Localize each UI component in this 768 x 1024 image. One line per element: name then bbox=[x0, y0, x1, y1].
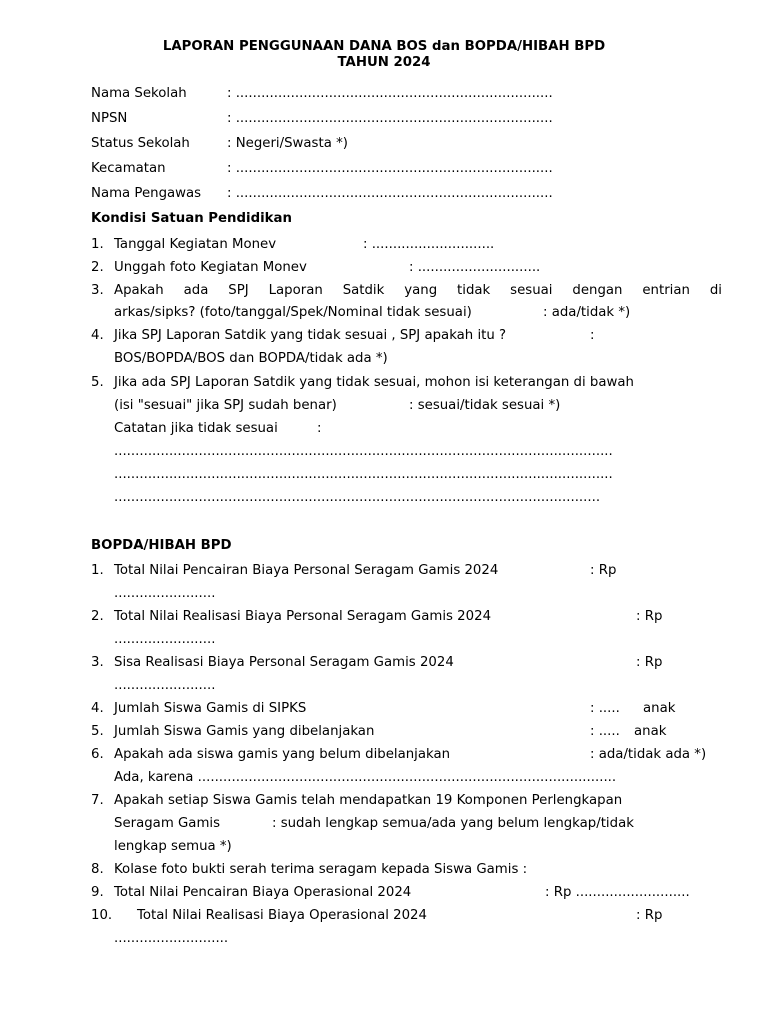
item-number: 4. bbox=[91, 701, 104, 716]
item-number: 10. bbox=[91, 908, 113, 923]
item-text: Tanggal Kegiatan Monev bbox=[114, 237, 277, 252]
value-nama-sekolah[interactable]: : ........................................................................... bbox=[227, 86, 553, 101]
item-value[interactable]: : ada/tidak *) bbox=[543, 305, 631, 320]
item-value-dots[interactable]: ........................ bbox=[114, 586, 216, 601]
item-number: 2. bbox=[91, 260, 104, 275]
item-number: 1. bbox=[91, 563, 104, 578]
item-colon: : bbox=[590, 328, 595, 343]
item-number: 9. bbox=[91, 885, 104, 900]
item-number: 4. bbox=[91, 328, 104, 343]
item-number: 1. bbox=[91, 237, 104, 252]
item-number: 8. bbox=[91, 862, 104, 877]
value-nama-pengawas[interactable]: : ........................................................................... bbox=[227, 186, 553, 201]
section-heading-bopda: BOPDA/HIBAH BPD bbox=[91, 538, 232, 553]
item-text: Jumlah Siswa Gamis yang dibelanjakan bbox=[114, 724, 375, 739]
item-value[interactable]: BOS/BOPDA/BOS dan BOPDA/tidak ada *) bbox=[114, 351, 388, 366]
item-text: Total Nilai Realisasi Biaya Operasional 2024 bbox=[137, 908, 427, 923]
item-text: Kolase foto bukti serah terima seragam kepada Siswa Gamis : bbox=[114, 862, 528, 877]
value-npsn[interactable]: : ........................................................................... bbox=[227, 111, 553, 126]
label-nama-pengawas: Nama Pengawas bbox=[91, 186, 202, 201]
item-text: Apakah ada siswa gamis yang belum dibelanjakan bbox=[114, 747, 451, 762]
item-text-line1: Apakah ada SPJ Laporan Satdik yang tidak sesuai dengan entrian di bbox=[114, 283, 722, 298]
item-value[interactable]: : ............................. bbox=[363, 237, 495, 252]
document-title-line2: TAHUN 2024 bbox=[337, 55, 431, 70]
item-text: Jumlah Siswa Gamis di SIPKS bbox=[114, 701, 307, 716]
note-label: Catatan jika tidak sesuai bbox=[114, 421, 278, 436]
item-text-line1: Jika ada SPJ Laporan Satdik yang tidak sesuai, mohon isi keterangan di bawah bbox=[114, 375, 634, 390]
item-number: 5. bbox=[91, 375, 104, 390]
item-value[interactable]: : sudah lengkap semua/ada yang belum lengkap/tidak bbox=[272, 816, 634, 831]
item-value[interactable]: : ............................. bbox=[409, 260, 541, 275]
item-number: 2. bbox=[91, 609, 104, 624]
item-value: : Rp bbox=[636, 655, 663, 670]
item-value[interactable]: : sesuai/tidak sesuai *) bbox=[409, 398, 561, 413]
item-text-line2: Seragam Gamis bbox=[114, 816, 221, 831]
item-value-dots[interactable]: ........................... bbox=[114, 931, 229, 946]
item-value[interactable]: : ..... bbox=[590, 724, 620, 739]
item-value[interactable]: : ..... bbox=[590, 701, 620, 716]
item-reason[interactable]: Ada, karena ................................................................................................... bbox=[114, 770, 617, 785]
item-unit: anak bbox=[634, 724, 667, 739]
item-text: Unggah foto Kegiatan Monev bbox=[114, 260, 307, 275]
item-value-cont[interactable]: lengkap semua *) bbox=[114, 839, 232, 854]
note-colon: : bbox=[317, 421, 322, 436]
item-text: Total Nilai Realisasi Biaya Personal Seragam Gamis 2024 bbox=[114, 609, 492, 624]
note-dotted-line[interactable]: ...................................................................................................................... bbox=[114, 444, 613, 459]
item-unit: anak bbox=[643, 701, 676, 716]
item-number: 6. bbox=[91, 747, 104, 762]
item-value[interactable]: : ada/tidak ada *) bbox=[590, 747, 707, 762]
item-value-dots[interactable]: ........................ bbox=[114, 632, 216, 647]
label-kecamatan: Kecamatan bbox=[91, 161, 166, 176]
item-text-line1: Apakah setiap Siswa Gamis telah mendapatkan 19 Komponen Perlengkapan bbox=[114, 793, 623, 808]
document-title-line1: LAPORAN PENGGUNAAN DANA BOS dan BOPDA/HIBAH BPD bbox=[162, 39, 606, 54]
section-heading-kondisi: Kondisi Satuan Pendidikan bbox=[91, 211, 292, 226]
item-text-line2: arkas/sipks? (foto/tanggal/Spek/Nominal tidak sesuai) bbox=[114, 305, 472, 320]
label-nama-sekolah: Nama Sekolah bbox=[91, 86, 187, 101]
item-text: Total Nilai Pencairan Biaya Operasional 2024 bbox=[114, 885, 412, 900]
value-status-sekolah[interactable]: : Negeri/Swasta *) bbox=[227, 136, 348, 151]
item-value-dots[interactable]: ........................ bbox=[114, 678, 216, 693]
value-kecamatan[interactable]: : ........................................................................... bbox=[227, 161, 553, 176]
label-npsn: NPSN bbox=[91, 111, 128, 126]
note-dotted-line[interactable]: ................................................................................................................... bbox=[114, 490, 601, 505]
item-value: : Rp bbox=[636, 609, 663, 624]
item-text: Total Nilai Pencairan Biaya Personal Seragam Gamis 2024 bbox=[114, 563, 499, 578]
item-text-line2: (isi "sesuai" jika SPJ sudah benar) bbox=[114, 398, 337, 413]
item-value: : Rp bbox=[590, 563, 617, 578]
item-value: : Rp bbox=[636, 908, 663, 923]
item-text: Sisa Realisasi Biaya Personal Seragam Gamis 2024 bbox=[114, 655, 454, 670]
item-number: 7. bbox=[91, 793, 104, 808]
item-number: 5. bbox=[91, 724, 104, 739]
item-number: 3. bbox=[91, 283, 104, 298]
note-dotted-line[interactable]: ...................................................................................................................... bbox=[114, 467, 613, 482]
item-value[interactable]: : Rp ........................... bbox=[545, 885, 690, 900]
item-text-line1: Jika SPJ Laporan Satdik yang tidak sesuai , SPJ apakah itu ? bbox=[114, 328, 507, 343]
label-status-sekolah: Status Sekolah bbox=[91, 136, 190, 151]
item-number: 3. bbox=[91, 655, 104, 670]
